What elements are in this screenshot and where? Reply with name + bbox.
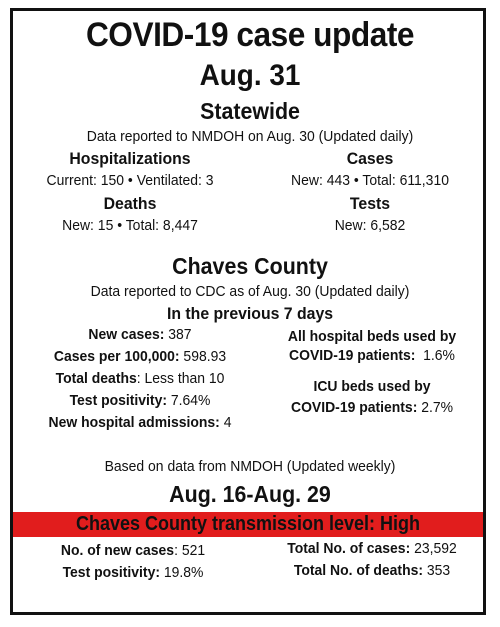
county-stats-list: [20, 326, 260, 436]
cases-label: Cases: [346, 149, 394, 168]
beds-all-line2: COVID-19 patients: 1.6%: [289, 347, 455, 364]
beds-all-line1: All hospital beds used by: [287, 328, 457, 345]
transmission-banner: [13, 512, 483, 537]
stat-cases-per-100k: Cases per 100,000: 598.93: [53, 348, 227, 365]
transmission-level: Chaves County transmission level: High: [75, 513, 421, 535]
weekly-range: Aug. 16-Aug. 29: [169, 481, 331, 507]
stat-new-admissions: New hospital admissions: 4: [48, 414, 232, 431]
stat-test-positivity: Test positivity: 7.64%: [69, 392, 211, 409]
hospitalizations-value: Current: 150 • Ventilated: 3: [46, 172, 214, 189]
stat-total-deaths: Total deaths: Less than 10: [55, 370, 225, 387]
hospitalizations-label: Hospitalizations: [69, 149, 191, 168]
beds-icu-line2: COVID-19 patients: 2.7%: [290, 399, 454, 416]
beds-all-block: [270, 328, 475, 364]
county-source: Data reported to CDC as of Aug. 30 (Updated daily): [90, 283, 410, 300]
deaths-value: New: 15 • Total: 8,447: [62, 217, 198, 234]
deaths-label: Deaths: [103, 194, 157, 213]
beds-icu-line1: ICU beds used by: [313, 378, 431, 395]
tests-label: Tests: [349, 194, 391, 213]
weekly-total-deaths: Total No. of deaths: 353: [293, 562, 451, 579]
page-title: COVID-19 case update: [85, 16, 415, 54]
page-date: Aug. 31: [199, 59, 301, 92]
county-heading: Chaves County: [172, 253, 328, 279]
weekly-new-cases: No. of new cases: 521: [60, 542, 206, 559]
stat-new-cases: New cases: 387: [88, 326, 192, 343]
weekly-test-positivity: Test positivity: 19.8%: [62, 564, 204, 581]
statewide-heading: Statewide: [200, 98, 300, 124]
cases-value: New: 443 • Total: 611,310: [291, 172, 449, 189]
weekly-total-cases: Total No. of cases: 23,592: [287, 540, 457, 557]
tests-value: New: 6,582: [334, 217, 406, 234]
weekly-right: [270, 540, 475, 584]
weekly-source: Based on data from NMDOH (Updated weekly): [104, 458, 396, 475]
beds-icu-block: [270, 378, 475, 416]
statewide-source: Data reported to NMDOH on Aug. 30 (Updated daily): [86, 128, 414, 145]
county-period: In the previous 7 days: [166, 304, 334, 323]
weekly-left: [35, 542, 230, 586]
